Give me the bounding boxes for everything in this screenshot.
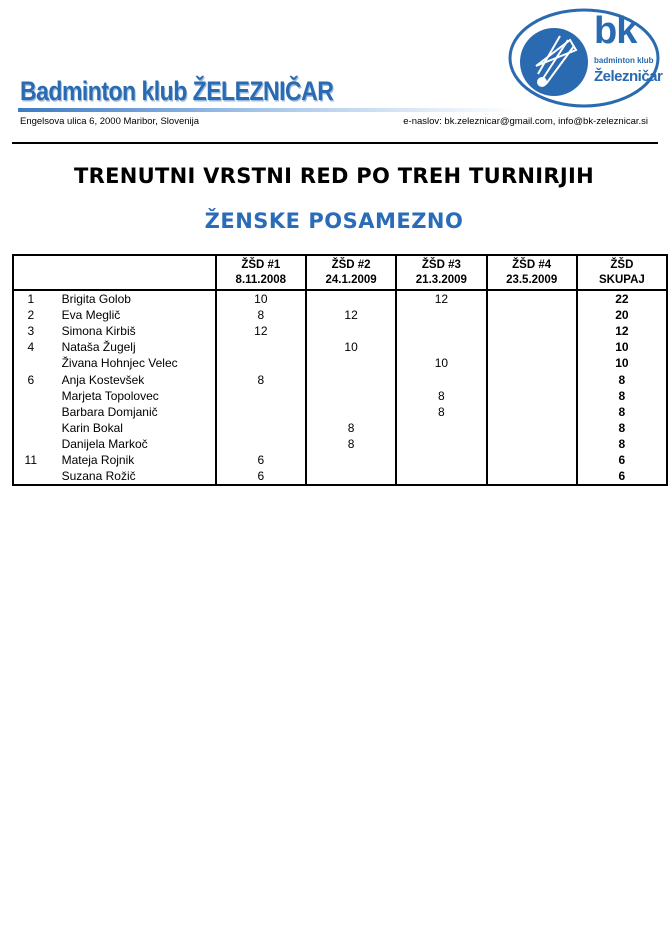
total-points-cell: 8 xyxy=(577,388,667,404)
player-name-cell: Anja Kostevšek xyxy=(61,372,145,387)
tournament-3-points-cell xyxy=(396,436,486,452)
player-name-cell: Mateja Rojnik xyxy=(61,452,135,467)
tournament-2-points-cell xyxy=(306,388,396,404)
table-row xyxy=(13,436,667,452)
table-row xyxy=(13,371,667,387)
rank-cell xyxy=(13,436,48,452)
column-header-total: ŽŠD SKUPAJ xyxy=(577,255,667,290)
total-points-cell: 6 xyxy=(577,468,667,485)
header-divider xyxy=(12,142,658,144)
tournament-2-points-cell xyxy=(306,290,396,307)
player-name-cell: Marjeta Topolovec xyxy=(61,388,159,403)
tournament-4-points-cell xyxy=(487,468,577,485)
table-row xyxy=(13,420,667,436)
tournament-3-points-cell xyxy=(396,323,486,339)
club-email: e-naslov: bk.zeleznicar@gmail.com, info@bk-zeleznicar.si xyxy=(403,116,648,127)
tournament-3-points-cell: 10 xyxy=(396,355,486,371)
table-row xyxy=(13,404,667,420)
tournament-3-points-cell xyxy=(396,339,486,355)
tournament-4-points-cell xyxy=(487,388,577,404)
total-points-cell: 22 xyxy=(577,290,667,307)
logo-bk-text: bk xyxy=(594,10,637,52)
table-row xyxy=(13,290,667,307)
tournament-3-points-cell xyxy=(396,452,486,468)
club-name: Badminton klub ŽELEZNIČAR xyxy=(20,76,334,106)
total-points-cell: 12 xyxy=(577,323,667,339)
logo-subtext: badminton klub xyxy=(594,56,654,65)
tournament-2-points-cell xyxy=(306,452,396,468)
player-name-cell: Brigita Golob xyxy=(61,292,131,307)
player-name-cell: Simona Kirbiš xyxy=(61,324,136,339)
header-decoration-bar xyxy=(18,108,518,112)
tournament-4-points-cell xyxy=(487,355,577,371)
column-header-tournament-2: ŽŠD #2 24.1.2009 xyxy=(306,255,396,290)
tournament-2-points-cell: 10 xyxy=(306,339,396,355)
tournament-4-points-cell xyxy=(487,436,577,452)
tournament-1-points-cell: 10 xyxy=(216,290,306,307)
tournament-3-points-cell: 8 xyxy=(396,404,486,420)
tournament-2-points-cell: 8 xyxy=(306,420,396,436)
rank-cell xyxy=(13,468,48,485)
table-row xyxy=(13,388,667,404)
table-header-row xyxy=(13,255,667,290)
tournament-3-points-cell xyxy=(396,420,486,436)
standings-table xyxy=(12,254,668,486)
tournament-3-points-cell: 12 xyxy=(396,290,486,307)
tournament-1-points-cell: 8 xyxy=(216,371,306,387)
player-name-cell: Nataša Žugelj xyxy=(61,340,136,355)
tournament-4-points-cell xyxy=(487,290,577,307)
rank-cell xyxy=(13,355,48,371)
page-title: TRENUTNI VRSTNI RED PO TREH TURNIRJIH xyxy=(73,164,594,188)
rank-cell: 6 xyxy=(13,371,48,387)
column-header-tournament-1: ŽŠD #1 8.11.2008 xyxy=(216,255,306,290)
table-row xyxy=(13,468,667,485)
tournament-1-points-cell xyxy=(216,355,306,371)
tournament-1-points-cell xyxy=(216,388,306,404)
tournament-4-points-cell xyxy=(487,323,577,339)
total-points-cell: 20 xyxy=(577,307,667,323)
tournament-2-points-cell xyxy=(306,468,396,485)
tournament-3-points-cell xyxy=(396,371,486,387)
table-row xyxy=(13,452,667,468)
rank-cell xyxy=(13,420,48,436)
rank-cell: 11 xyxy=(13,452,48,468)
tournament-3-points-cell xyxy=(396,307,486,323)
total-points-cell: 6 xyxy=(577,452,667,468)
player-name-cell: Danijela Markoč xyxy=(61,436,148,451)
rank-cell: 4 xyxy=(13,339,48,355)
tournament-1-points-cell xyxy=(216,339,306,355)
table-row xyxy=(13,339,667,355)
player-name-cell: Suzana Rožič xyxy=(48,468,216,485)
tournament-2-points-cell: 8 xyxy=(306,436,396,452)
tournament-1-points-cell: 12 xyxy=(216,323,306,339)
total-points-cell: 10 xyxy=(577,339,667,355)
header-blank-cell xyxy=(13,255,216,290)
club-address: Engelsova ulica 6, 2000 Maribor, Slovenija xyxy=(20,116,200,127)
club-logo xyxy=(508,6,663,110)
total-points-cell: 8 xyxy=(577,436,667,452)
tournament-1-points-cell xyxy=(216,420,306,436)
column-header-tournament-3: ŽŠD #3 21.3.2009 xyxy=(396,255,486,290)
tournament-4-points-cell xyxy=(487,307,577,323)
tournament-3-points-cell: 8 xyxy=(396,388,486,404)
tournament-2-points-cell xyxy=(306,355,396,371)
tournament-1-points-cell: 6 xyxy=(216,452,306,468)
rank-cell: 1 xyxy=(13,290,48,307)
tournament-4-points-cell xyxy=(487,404,577,420)
tournament-4-points-cell xyxy=(487,339,577,355)
table-row xyxy=(13,355,667,371)
rank-cell: 3 xyxy=(13,323,48,339)
tournament-2-points-cell xyxy=(306,371,396,387)
total-points-cell: 8 xyxy=(577,420,667,436)
total-points-cell: 8 xyxy=(577,371,667,387)
rank-cell xyxy=(13,404,48,420)
player-name-cell: Eva Meglič xyxy=(61,308,121,323)
tournament-3-points-cell xyxy=(396,468,486,485)
tournament-4-points-cell xyxy=(487,420,577,436)
tournament-1-points-cell: 6 xyxy=(216,468,306,485)
tournament-2-points-cell xyxy=(306,323,396,339)
tournament-1-points-cell xyxy=(216,436,306,452)
tournament-2-points-cell xyxy=(306,404,396,420)
category-title: ŽENSKE POSAMEZNO xyxy=(204,209,464,233)
tournament-1-points-cell: 8 xyxy=(216,307,306,323)
player-name-cell: Barbara Domjanič xyxy=(61,404,158,419)
total-points-cell: 8 xyxy=(577,404,667,420)
player-name-cell: Živana Hohnjec Velec xyxy=(61,356,178,371)
rank-cell xyxy=(13,388,48,404)
tournament-2-points-cell: 12 xyxy=(306,307,396,323)
table-row xyxy=(13,307,667,323)
tournament-4-points-cell xyxy=(487,371,577,387)
player-name-cell: Karin Bokal xyxy=(61,420,123,435)
tournament-4-points-cell xyxy=(487,452,577,468)
total-points-cell: 10 xyxy=(577,355,667,371)
logo-club-name: Železničar xyxy=(594,68,663,85)
table-row xyxy=(13,323,667,339)
tournament-1-points-cell xyxy=(216,404,306,420)
rank-cell: 2 xyxy=(13,307,48,323)
column-header-tournament-4: ŽŠD #4 23.5.2009 xyxy=(487,255,577,290)
